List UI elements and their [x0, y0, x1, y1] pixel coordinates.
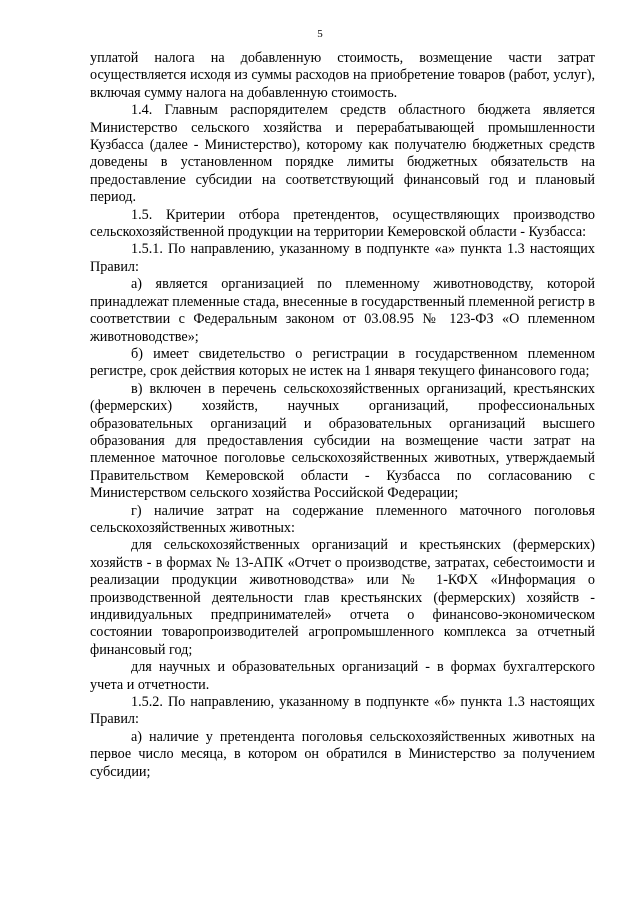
- paragraph-1-4-budget-administrator: 1.4. Главным распорядителем средств областного бюджета является Министерство сельского хозяйства и перерабатывающей промышленности Кузбасса (далее - Министерство), которому как получателю бюджетных средств доведены в установленном порядке лимиты бюджетных обязательств на предоставление субсидии на соответствующий финансовый год и плановый период.: [90, 102, 595, 206]
- paragraph-continuation: уплатой налога на добавленную стоимость, возмещение части затрат осуществляется исходя из суммы расходов на приобретение товаров (работ, услуг), включая сумму налога на добавленную стоимость.: [90, 50, 595, 101]
- paragraph-item-a-livestock-presence: а) наличие у претендента поголовья сельскохозяйственных животных на первое число месяца, в котором он обратился в Министерство за получением субсидии;: [90, 728, 595, 780]
- paragraph-1-5-2-direction-b: 1.5.2. По направлению, указанному в подпункте «б» пункта 1.3 настоящих Правил:: [90, 694, 595, 728]
- paragraph-item-g-maintenance-costs: г) наличие затрат на содержание племенного маточного поголовья сельскохозяйственных животных:: [90, 502, 595, 536]
- paragraph-agricultural-organizations-forms: для сельскохозяйственных организаций и крестьянских (фермерских) хозяйств - в формах № 13-АПК «Отчет о производстве, затратах, себестоимости и реализации продукции животноводства» или № 1-КФХ «Информация о производственной деятельности глав крестьянских (фермерских) хозяйств - индивидуальных предпринимателей» отчета о финансово-экономическом состоянии товаропроизводителей агропромышленного комплекса за отчетный финансовый год;: [90, 537, 595, 658]
- paragraph-scientific-organizations-forms: для научных и образовательных организаций - в формах бухгалтерского учета и отчетности.: [90, 659, 595, 693]
- page-number: 5: [317, 28, 323, 40]
- paragraph-1-5-1-direction-a: 1.5.1. По направлению, указанному в подпункте «а» пункта 1.3 настоящих Правил:: [90, 241, 595, 275]
- paragraph-item-a-breeding-organization: а) является организацией по племенному животноводству, которой принадлежат племенные стада, внесенные в государственный племенной регистр в соответствии с Федеральным законом от 03.08.95 № 123-ФЗ «О племенном животноводстве»;: [90, 276, 595, 345]
- paragraph-item-v-included-in-list: в) включен в перечень сельскохозяйственных организаций, крестьянских (фермерских) хозяйств, научных организаций, профессиональных образовательных организаций и образовательных организаций высшего образования для предоставления субсидии на возмещение части затрат на племенное маточное поголовье сельскохозяйственных животных, утверждаемый Правительством Кемеровской области - Кузбасса по согласованию с Министерством сельского хозяйства Российской Федерации;: [90, 380, 595, 502]
- paragraph-item-b-registration-certificate: б) имеет свидетельство о регистрации в государственном племенном регистре, срок действия которых не истек на 1 января текущего финансового года;: [90, 345, 595, 380]
- paragraph-1-5-selection-criteria: 1.5. Критерии отбора претендентов, осуществляющих производство сельскохозяйственной продукции на территории Кемеровской области - Кузбасса:: [90, 206, 595, 241]
- document-body: [90, 50, 595, 781]
